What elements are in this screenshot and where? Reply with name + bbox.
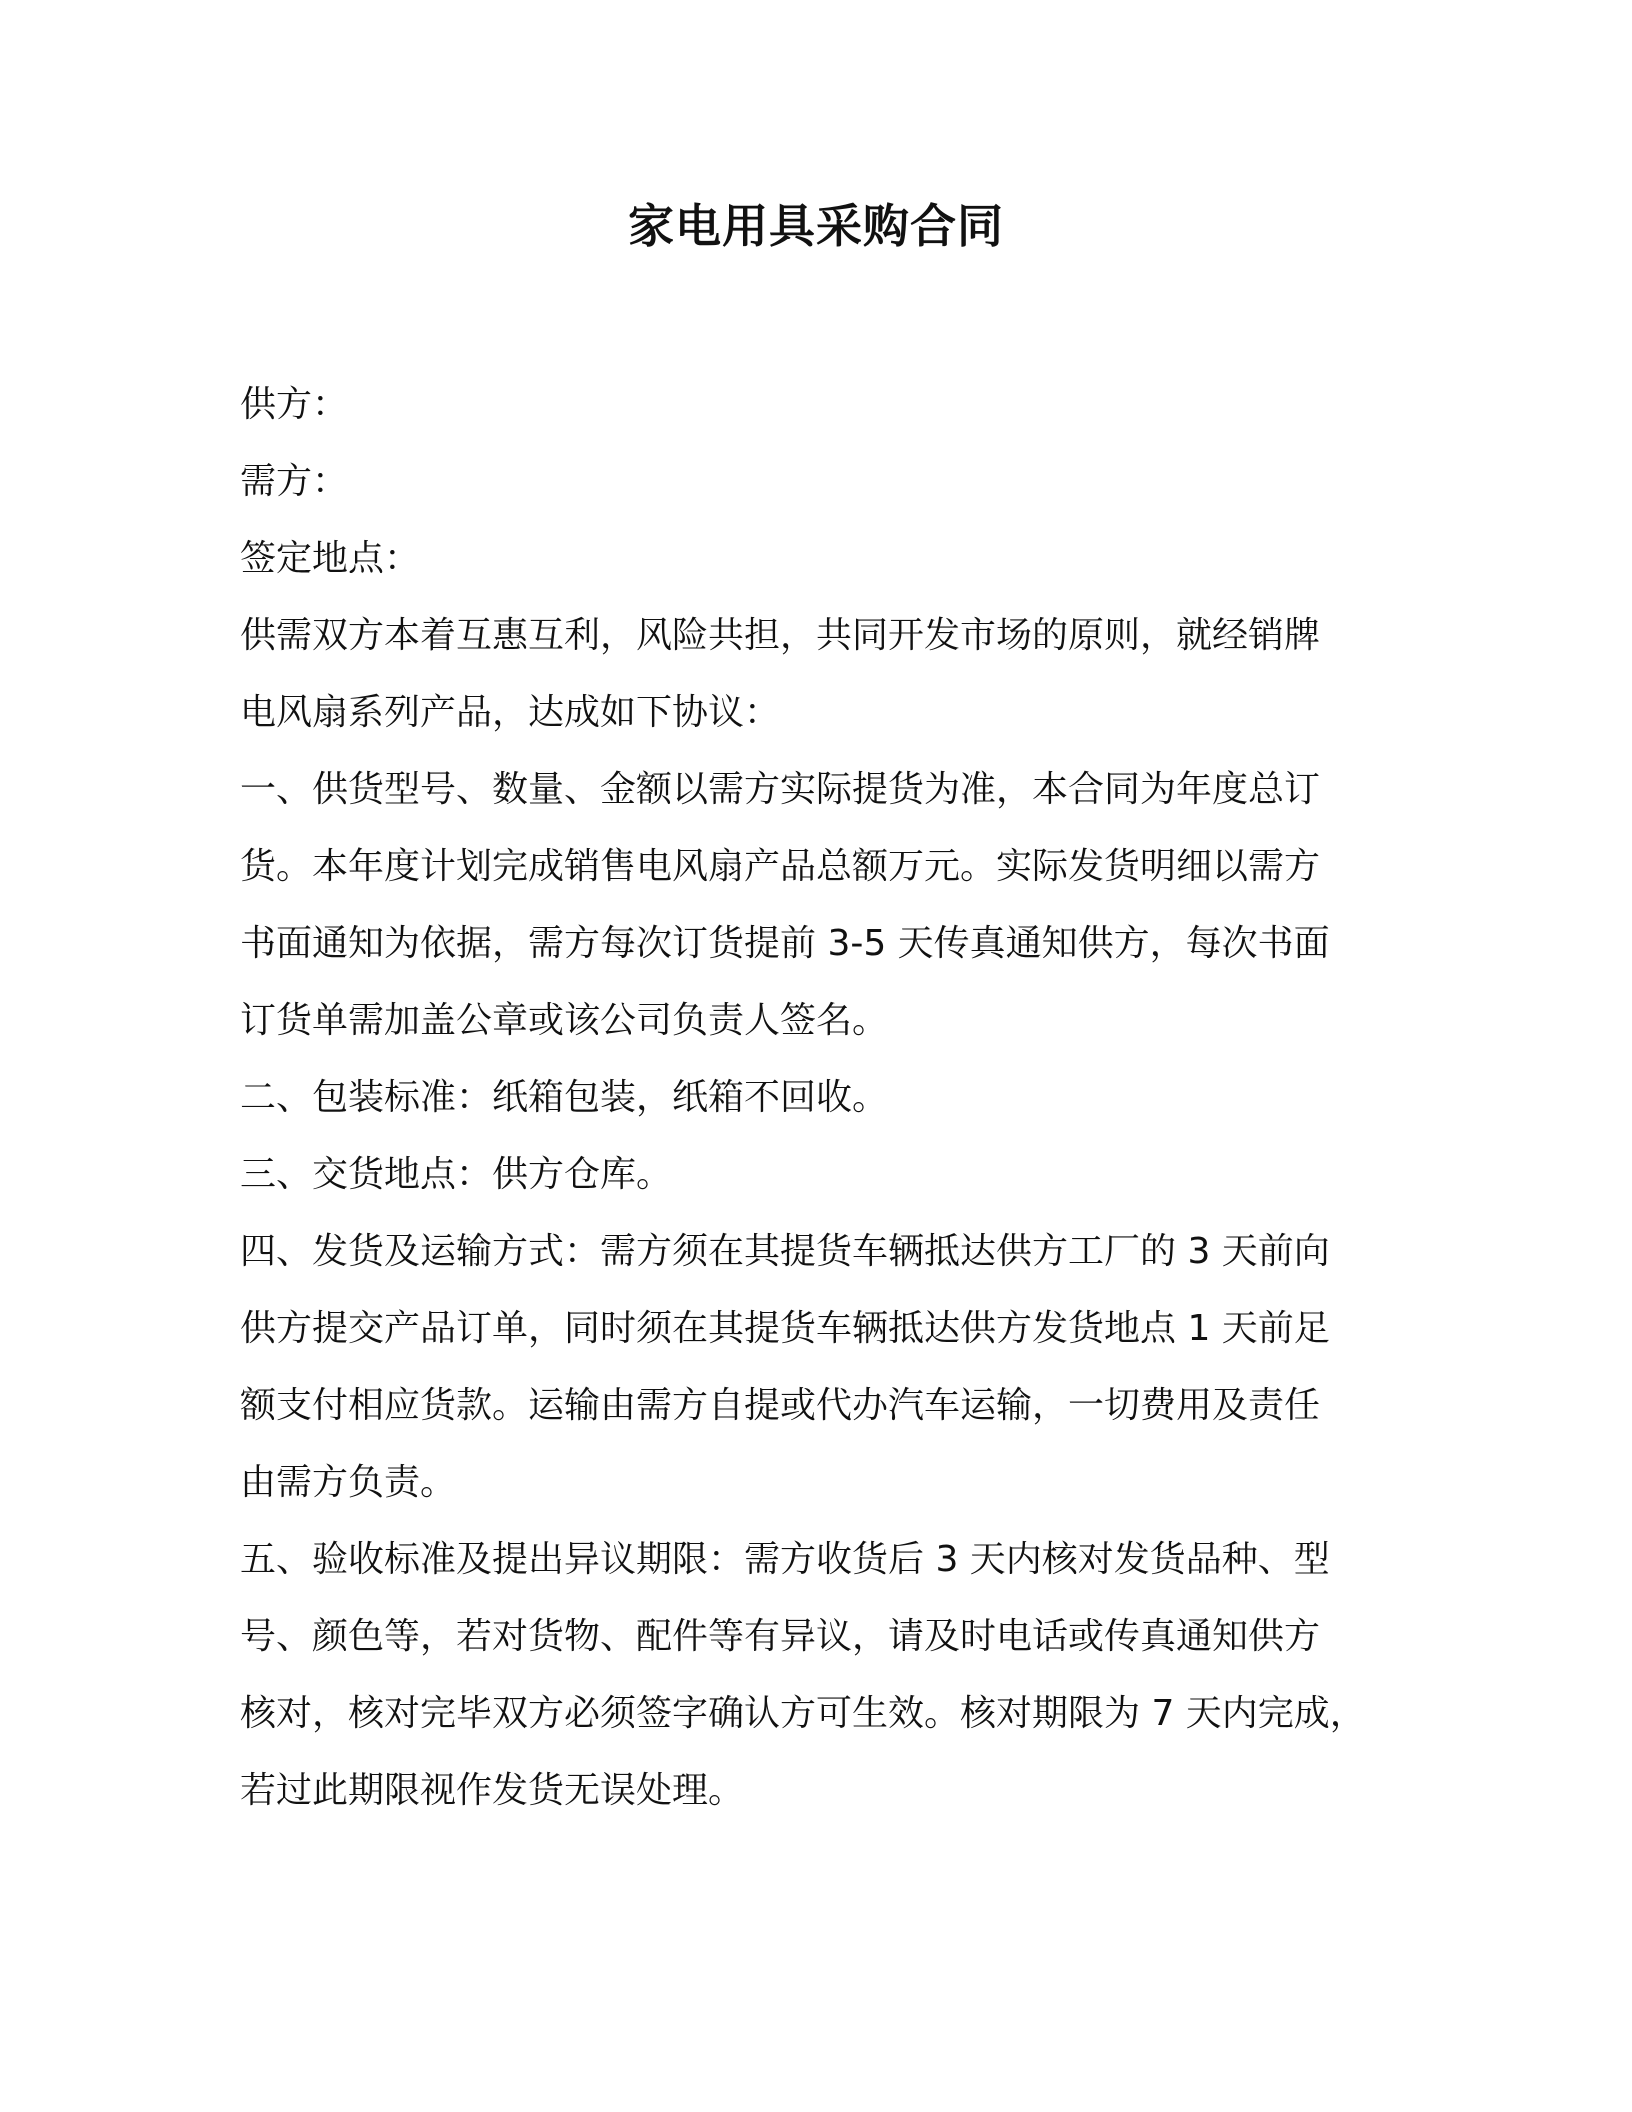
document-body: [240, 366, 1380, 1829]
clause-4-line-4: 由需方负责。: [240, 1462, 457, 1503]
clause-5-line-1: 五、验收标准及提出异议期限：需方收货后 3 天内核对发货品种、型: [240, 1539, 1330, 1580]
clause-5-line-4: 若过此期限视作发货无误处理。: [240, 1770, 745, 1811]
clause-2: 二、包装标准：纸箱包装，纸箱不回收。: [240, 1077, 889, 1118]
field-supplier: 供方：: [240, 384, 349, 425]
clause-5-line-2: 号、颜色等，若对货物、配件等有异议，请及时电话或传真通知供方: [240, 1616, 1321, 1657]
clause-4-line-1: 四、发货及运输方式：需方须在其提货车辆抵达供方工厂的 3 天前向: [240, 1231, 1330, 1272]
document-title: 家电用具采购合同: [628, 199, 1004, 253]
clause-1-line-3: 书面通知为依据，需方每次订货提前 3-5 天传真通知供方，每次书面: [240, 923, 1330, 964]
clause-3: 三、交货地点：供方仓库。: [240, 1154, 673, 1195]
preamble-line-1: 供需双方本着互惠互利，风险共担，共同开发市场的原则，就经销牌: [240, 615, 1321, 656]
field-signing-place: 签定地点：: [240, 538, 421, 579]
clause-1-line-1: 一、供货型号、数量、金额以需方实际提货为准，本合同为年度总订: [240, 769, 1321, 810]
clause-4-line-2: 供方提交产品订单，同时须在其提货车辆抵达供方发货地点 1 天前足: [240, 1308, 1330, 1349]
clause-4-line-3: 额支付相应货款。运输由需方自提或代办汽车运输，一切费用及责任: [240, 1385, 1321, 1426]
clause-1-line-2: 货。本年度计划完成销售电风扇产品总额万元。实际发货明细以需方: [240, 846, 1321, 887]
clause-5-line-3: 核对，核对完毕双方必须签字确认方可生效。核对期限为 7 天内完成，: [240, 1693, 1366, 1734]
field-buyer: 需方：: [240, 461, 349, 502]
clause-1-line-4: 订货单需加盖公章或该公司负责人签名。: [240, 1000, 889, 1041]
preamble-line-2: 电风扇系列产品，达成如下协议：: [240, 692, 781, 733]
